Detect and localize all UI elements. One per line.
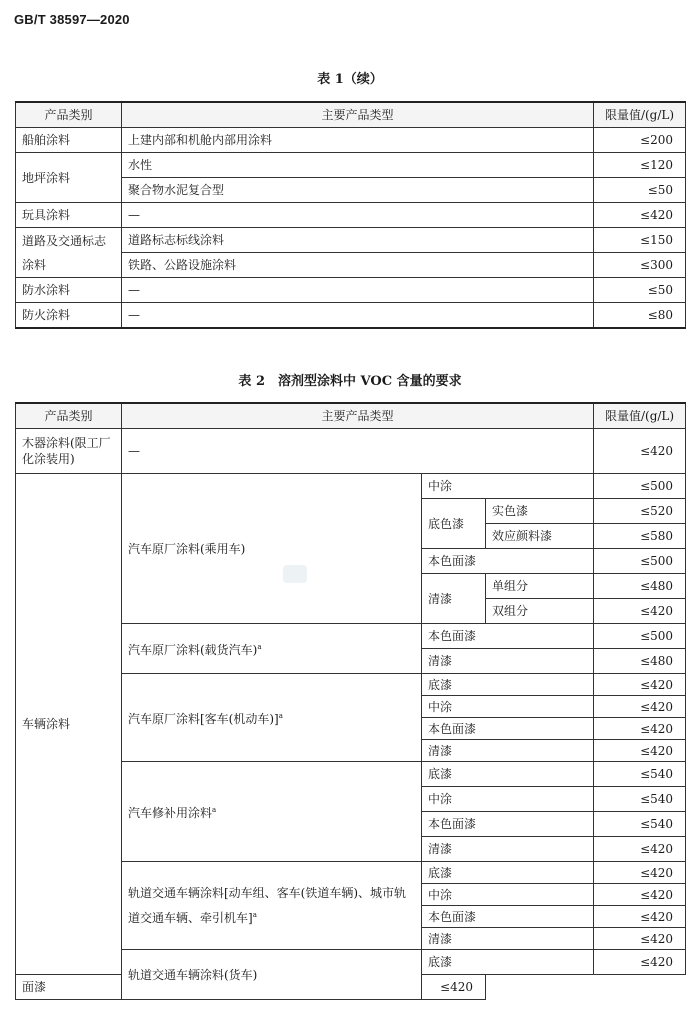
type-cell: —	[122, 429, 594, 474]
table-row	[16, 128, 686, 153]
product-group-cell	[122, 762, 422, 862]
coat-cell: 本色面漆	[422, 624, 594, 649]
limit-cell: ≤420	[594, 203, 686, 228]
limit-cell: ≤420	[594, 906, 686, 928]
category-cell: 玩具涂料	[16, 203, 122, 228]
col-header: 主要产品类型	[122, 102, 594, 128]
type-cell: 道路标志标线涂料	[122, 228, 594, 253]
group-name: 汽车修补用涂料	[128, 806, 213, 820]
footnote-mark: a	[212, 806, 217, 814]
limit-cell: ≤50	[594, 278, 686, 303]
type-cell: 水性	[122, 153, 594, 178]
product-group-cell: 汽车原厂涂料(乘用车)	[122, 474, 422, 624]
limit-cell: ≤420	[594, 928, 686, 950]
limit-cell: ≤50	[594, 178, 686, 203]
coat-cell: 底漆	[422, 674, 594, 696]
col-header: 产品类别	[16, 102, 122, 128]
coat-cell: 中涂	[422, 884, 594, 906]
coat-cell: 面漆	[16, 975, 422, 1000]
coat-cell: 底色漆	[422, 499, 486, 549]
category-cell: 防火涂料	[16, 303, 122, 329]
limit-cell: ≤120	[594, 153, 686, 178]
product-group-cell	[122, 862, 422, 950]
coat-cell: 清漆	[422, 928, 594, 950]
col-header: 限量值/(g/L)	[594, 102, 686, 128]
limit-cell: ≤480	[594, 649, 686, 674]
limit-cell: ≤420	[594, 674, 686, 696]
table-row	[16, 278, 686, 303]
coat-cell: 清漆	[422, 649, 594, 674]
table-row	[16, 228, 686, 253]
limit-cell: ≤480	[594, 574, 686, 599]
category-cell: 地坪涂料	[16, 153, 122, 203]
coat-cell: 本色面漆	[422, 549, 594, 574]
limit-cell: ≤420	[594, 740, 686, 762]
coat-cell: 底漆	[422, 950, 594, 975]
limit-cell: ≤420	[594, 429, 686, 474]
limit-cell: ≤300	[594, 253, 686, 278]
limit-cell: ≤420	[594, 599, 686, 624]
limit-cell: ≤520	[594, 499, 686, 524]
subcoat-cell: 单组分	[486, 574, 594, 599]
type-cell: 上建内部和机舱内部用涂料	[122, 128, 594, 153]
coat-cell: 清漆	[422, 574, 486, 624]
limit-cell: ≤540	[594, 762, 686, 787]
coat-cell: 清漆	[422, 740, 594, 762]
table2-caption: 表 2 溶剂型涂料中 VOC 含量的要求	[238, 374, 462, 389]
product-group-cell	[122, 624, 422, 674]
table-header-row	[16, 102, 686, 128]
col-header: 主要产品类型	[122, 403, 594, 429]
limit-cell: ≤150	[594, 228, 686, 253]
coat-cell: 本色面漆	[422, 812, 594, 837]
limit-cell: ≤420	[594, 950, 686, 975]
group-name: 轨道交通车辆涂料[动车组、客车(铁道车辆)、城市轨道交通车辆、牵引机车]	[128, 886, 407, 925]
table-row	[16, 429, 686, 474]
subcoat-cell: 双组分	[486, 599, 594, 624]
table1	[15, 101, 686, 329]
footnote-mark: a	[252, 911, 257, 919]
type-cell: 聚合物水泥复合型	[122, 178, 594, 203]
limit-cell: ≤420	[594, 862, 686, 884]
limit-cell: ≤420	[594, 884, 686, 906]
coat-cell: 中涂	[422, 696, 594, 718]
group-name: 汽车原厂涂料(载货汽车)	[128, 643, 258, 657]
category-cell: 道路及交通标志涂料	[16, 228, 122, 278]
coat-cell: 清漆	[422, 837, 594, 862]
table-row	[16, 303, 686, 329]
limit-cell: ≤500	[594, 549, 686, 574]
limit-cell: ≤500	[594, 474, 686, 499]
standard-number: GB/T 38597—2020	[14, 12, 130, 27]
table2	[15, 402, 686, 1000]
subcoat-cell: 效应颜料漆	[486, 524, 594, 549]
table-row	[16, 975, 686, 1000]
limit-cell: ≤200	[594, 128, 686, 153]
coat-cell: 底漆	[422, 862, 594, 884]
coat-cell: 中涂	[422, 787, 594, 812]
limit-cell: ≤420	[594, 696, 686, 718]
table1-caption: 表 1（续）	[317, 72, 383, 87]
coat-cell: 本色面漆	[422, 906, 594, 928]
footnote-mark: a	[257, 643, 262, 651]
category-cell: 防水涂料	[16, 278, 122, 303]
group-name: 汽车原厂涂料[客车(机动车)]	[128, 712, 279, 726]
col-header: 限量值/(g/L)	[594, 403, 686, 429]
col-header: 产品类别	[16, 403, 122, 429]
type-cell: —	[122, 203, 594, 228]
category-cell: 木器涂料(限工厂化涂装用)	[16, 429, 122, 474]
type-cell: —	[122, 278, 594, 303]
type-cell: —	[122, 303, 594, 329]
watermark-logo-icon	[283, 565, 307, 583]
table-header-row	[16, 403, 686, 429]
coat-cell: 中涂	[422, 474, 594, 499]
table-row	[16, 203, 686, 228]
category-cell: 船舶涂料	[16, 128, 122, 153]
table-row	[16, 474, 686, 499]
coat-cell: 本色面漆	[422, 718, 594, 740]
limit-cell: ≤80	[594, 303, 686, 329]
coat-cell: 底漆	[422, 762, 594, 787]
limit-cell: ≤500	[594, 624, 686, 649]
limit-cell: ≤540	[594, 812, 686, 837]
subcoat-cell: 实色漆	[486, 499, 594, 524]
limit-cell: ≤420	[594, 718, 686, 740]
limit-cell: ≤540	[594, 787, 686, 812]
table-row	[16, 153, 686, 178]
limit-cell: ≤420	[422, 975, 486, 1000]
product-group-cell	[122, 674, 422, 762]
limit-cell: ≤580	[594, 524, 686, 549]
limit-cell: ≤420	[594, 837, 686, 862]
product-group-cell: 轨道交通车辆涂料(货车)	[122, 950, 422, 1000]
category-cell-vehicle: 车辆涂料	[16, 474, 122, 975]
footnote-mark: a	[278, 712, 283, 720]
type-cell: 铁路、公路设施涂料	[122, 253, 594, 278]
